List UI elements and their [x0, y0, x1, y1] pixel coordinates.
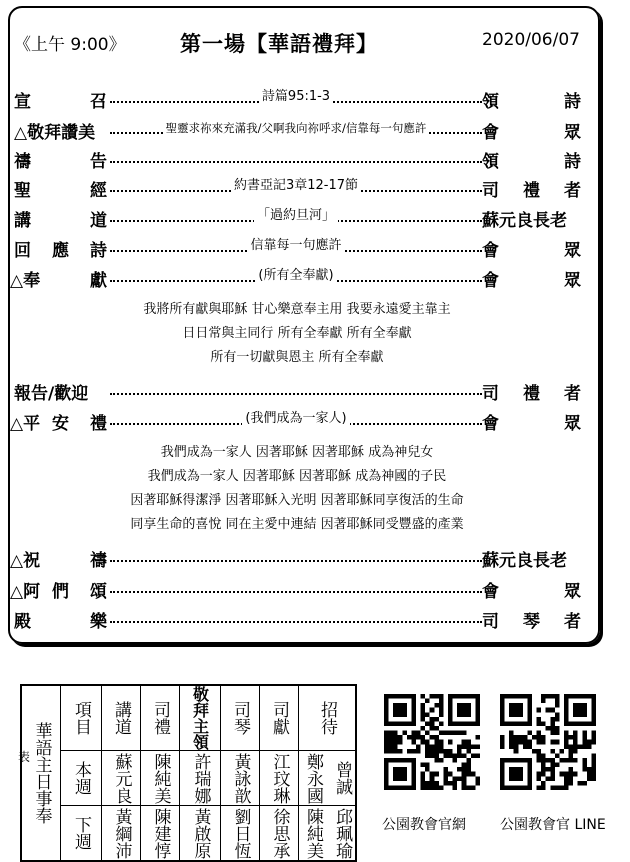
order-detail: 「過約旦河」: [110, 208, 482, 224]
qr-code-icon[interactable]: [500, 694, 596, 790]
roster-header-cell: 敬拜主領: [180, 685, 221, 751]
order-row: [14, 236, 581, 261]
order-role: 會 眾: [482, 123, 581, 143]
order-detail: 信靠每一句應許: [110, 238, 482, 254]
roster-row-label: 下週: [61, 806, 102, 862]
order-label: △平 安 禮: [10, 414, 107, 434]
order-role: 會 眾: [482, 241, 581, 261]
roster-cell: 鄭永國 曾誠: [299, 751, 357, 806]
order-row: [14, 206, 580, 231]
roster-row-label: 本週: [61, 751, 102, 806]
roster-title: 華語主日事奉: [31, 722, 52, 824]
roster-cell: 陳純美: [141, 751, 180, 806]
roster-cell: 黃啟原: [180, 806, 221, 862]
order-label: △祝 禱: [10, 551, 107, 571]
qr-label-line: 公園教會官 LINE: [500, 817, 606, 833]
order-role: 會 眾: [482, 414, 581, 434]
roster-side-label: [18, 685, 61, 861]
roster-cell: 黃詠歆: [221, 751, 260, 806]
order-row: [14, 176, 581, 201]
peace-lyric-line: 我們成為一家人 因著耶穌 因著耶穌 成為神國的子民: [147, 469, 447, 484]
leader-dots: [110, 161, 482, 163]
roster-cell: 江玟琳: [260, 751, 299, 806]
order-row: [14, 87, 581, 112]
order-label: 聖 經: [14, 181, 107, 201]
order-role: 蘇元良長老: [482, 551, 567, 571]
roster-header-cell: 講道: [102, 685, 141, 751]
roster-header-cell: 司獻: [260, 685, 299, 751]
order-role: 司 禮 者: [482, 384, 581, 404]
order-role: 領 詩: [482, 152, 581, 172]
roster-header-cell: 招待: [299, 685, 357, 751]
order-row: [14, 379, 581, 404]
leader-dots: [110, 621, 482, 623]
order-role: 蘇元良長老: [482, 211, 567, 231]
order-label: 講 道: [14, 211, 107, 231]
peace-lyric-line: 同享生命的喜悅 同在主愛中連結 因著耶穌同受豐盛的產業: [130, 517, 464, 532]
roster-cell: 陳建惇: [141, 806, 180, 862]
roster-header-cell: 司琴: [221, 685, 260, 751]
order-row: [14, 118, 581, 143]
roster-cell: 黃綱沛: [102, 806, 141, 862]
roster-cell: 蘇元良: [102, 751, 141, 806]
order-row: [10, 266, 581, 291]
order-row: [10, 409, 581, 434]
order-detail: 詩篇95:1-3: [110, 89, 482, 105]
leader-dots: [110, 560, 482, 562]
qr-label-website: 公園教會官網: [382, 817, 466, 833]
roster-note: 表: [18, 750, 31, 764]
roster-row-this-week: [21, 751, 356, 806]
roster-cell: 許瑞娜: [180, 751, 221, 806]
order-label: △奉 獻: [10, 271, 107, 291]
order-row: [10, 546, 580, 571]
order-role: 會 眾: [482, 582, 581, 602]
qr-code-icon[interactable]: [384, 694, 480, 790]
roster-header-cell: 項目: [61, 685, 102, 751]
order-detail: (我們成為一家人): [110, 411, 482, 427]
offering-lyric-line: 所有一切獻與恩主 所有全奉獻: [210, 350, 384, 365]
order-row: [10, 577, 581, 602]
peace-lyric-line: 因著耶穌得潔淨 因著耶穌入光明 因著耶穌同享復活的生命: [130, 493, 464, 508]
roster-row-next-week: [21, 806, 356, 862]
order-label: △阿 們 頌: [10, 582, 107, 602]
service-date: 2020/06/07: [482, 30, 580, 50]
offering-lyric-line: 日日常與主同行 所有全奉獻 所有全奉獻: [182, 326, 412, 341]
order-label: 宣 召: [14, 92, 107, 112]
order-row: [14, 147, 581, 172]
order-role: 司 禮 者: [482, 181, 581, 201]
order-detail: 聖靈求祢來充滿我/父啊我向祢呼求/信靠每一句應許: [110, 120, 482, 136]
order-role: 領 詩: [482, 92, 581, 112]
order-label: 禱 告: [14, 152, 107, 172]
order-label: △敬拜讚美: [14, 123, 96, 143]
order-label: 殿 樂: [14, 612, 107, 632]
offering-lyric-line: 我將所有獻與耶穌 甘心樂意奉主用 我要永遠愛主靠主: [143, 302, 451, 317]
roster-cell: 劉日恆: [221, 806, 260, 862]
roster-header-cell: 司禮: [141, 685, 180, 751]
order-role: 會 眾: [482, 271, 581, 291]
roster-cell: 陳純美 邱珮瑜: [299, 806, 357, 862]
roster-cell: 徐思承: [260, 806, 299, 862]
order-row: [14, 607, 581, 632]
leader-dots: [110, 591, 482, 593]
duty-roster-table: [20, 684, 357, 862]
peace-lyric-line: 我們成為一家人 因著耶穌 因著耶穌 成為神兒女: [160, 445, 434, 460]
order-detail: (所有全奉獻): [110, 268, 482, 284]
order-label: 報告/歡迎: [14, 384, 89, 404]
order-role: 司 琴 者: [482, 612, 581, 632]
order-detail: 約書亞記3章12-17節: [110, 178, 482, 194]
leader-dots: [110, 393, 482, 395]
service-time: 《上午 9:00》: [14, 35, 126, 55]
order-label: 回 應 詩: [14, 241, 107, 261]
service-title: 第一場【華語禮拜】: [180, 32, 378, 56]
